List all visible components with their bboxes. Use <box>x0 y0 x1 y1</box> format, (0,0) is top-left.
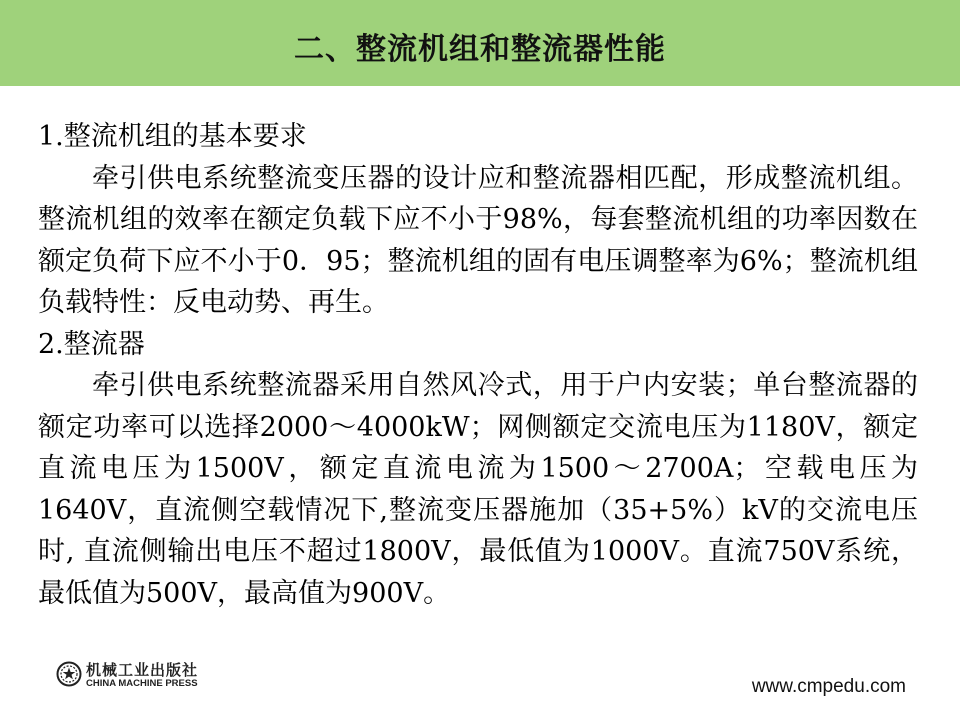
website-link[interactable]: www.cmpedu.com <box>751 676 906 697</box>
title-bar <box>0 0 960 86</box>
slide-content <box>38 116 918 614</box>
section-heading-2: 2.整流器 <box>38 328 145 360</box>
publisher-logo <box>56 659 256 695</box>
publisher-name-en: CHINA MACHINE PRESS <box>86 678 198 689</box>
gear-star-icon <box>56 661 82 687</box>
publisher-name-cn: 机械工业出版社 <box>86 661 199 679</box>
slide-title: 二、整流机组和整流器性能 <box>294 32 666 67</box>
section-paragraph-1: 牵引供电系统整流变压器的设计应和整流器相匹配，形成整流机组。整流机组的效率在额定负载下应不小于98%，每套整流机组的功率因数在额定负荷下应不小于0．95；整流机组的固有电压调整率为6%；整流机组负载特性：反电动势、再生。 <box>38 162 918 318</box>
section-heading-1: 1.整流机组的基本要求 <box>38 121 307 152</box>
section-paragraph-2: 牵引供电系统整流器采用自然风冷式，用于户内安装；单台整流器的额定功率可以选择2000～4000kW；网侧额定交流电压为1180V，额定直流电压为1500V，额定直流电流为1500～2700A；空载电压为1640V，直流侧空载情况下,整流变压器施加（35+5%）kV的交流电压时, 直流侧输出电压不超过1800V，最低值为1000V。直流750V系统，最低值为500V，最高值为900V。 <box>38 370 918 609</box>
